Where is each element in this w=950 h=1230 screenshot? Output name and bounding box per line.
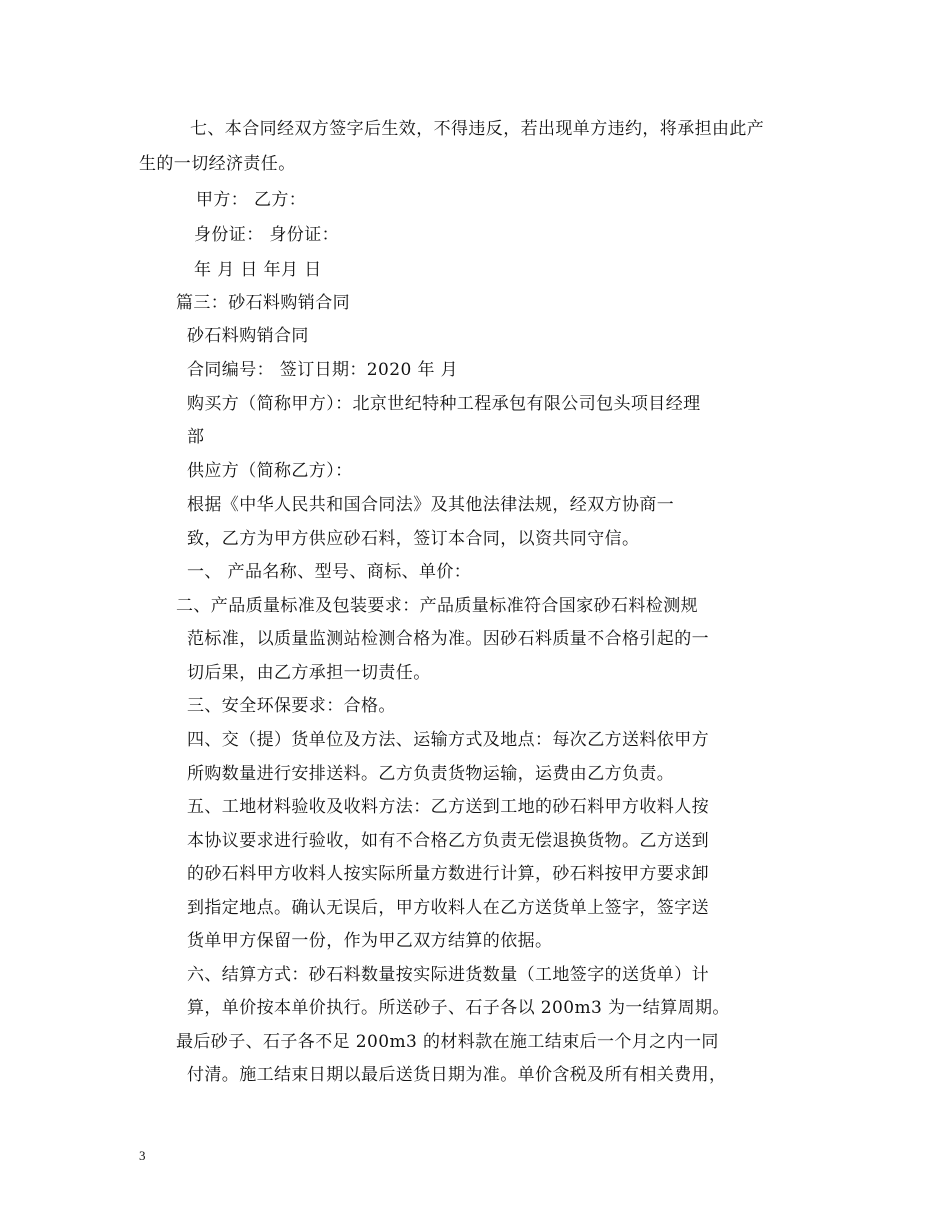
contract-title: 砂石料购销合同 [187,326,309,346]
text-line: 三、安全环保要求：合格。 [187,696,396,716]
text-line: 货单甲方保留一份，作为甲乙双方结算的依据。 [187,931,553,951]
text-line: 六、结算方式：砂石料数量按实际进货数量（工地签字的送货单）计 [187,965,709,985]
text-line: 切后果，由乙方承担一切责任。 [187,663,431,683]
text-line: 供应方（简称乙方）： [187,461,353,481]
page-number: 3 [139,1148,146,1163]
text-line: 生的一切经济责任。 [139,154,296,174]
text-line: 购买方（简称甲方）：北京世纪特种工程承包有限公司包头项目经理 [187,394,701,414]
text-line: 到指定地点。确认无误后，甲方收料人在乙方送货单上签字，签字送 [187,898,709,918]
text-line: 合同编号： 签订日期：2020 年 月 [187,360,459,380]
text-line: 身份证： 身份证： [194,225,340,245]
text-line: 付清。施工结束日期以最后送货日期为准。单价含税及所有相关费用， [187,1065,727,1085]
text-line: 年 月 日 年月 日 [194,260,322,280]
text-line: 最后砂子、石子各不足 200m3 的材料款在施工结束后一个月之内一同 [176,1032,719,1052]
text-line: 一、 产品名称、型号、商标、单价： [187,562,472,582]
text-line: 部 [187,427,205,447]
section-heading: 篇三：砂石料购销合同 [176,293,350,313]
text-line: 二、产品质量标准及包装要求：产品质量标准符合国家砂石料检测规 [176,596,698,616]
text-line: 范标准，以质量监测站检测合格为准。因砂石料质量不合格引起的一 [187,629,709,649]
text-line: 算，单价按本单价执行。所送砂子、石子各以 200m3 为一结算周期。 [187,998,730,1018]
text-line: 的砂石料甲方收料人按实际所量方数进行计算，砂石料按甲方要求卸 [187,864,709,884]
text-line: 四、交（提）货单位及方法、运输方式及地点：每次乙方送料依甲方 [187,730,709,750]
text-line: 甲方： 乙方： [196,190,307,210]
text-line: 根据《中华人民共和国合同法》及其他法律法规，经双方协商一 [187,495,675,515]
text-line: 五、工地材料验收及收料方法：乙方送到工地的砂石料甲方收料人按 [187,797,709,817]
text-line: 致，乙方为甲方供应砂石料，签订本合同，以资共同守信。 [187,529,640,549]
text-line: 所购数量进行安排送料。乙方负责货物运输，运费由乙方负责。 [187,764,675,784]
text-line: 本协议要求进行验收，如有不合格乙方负责无偿退换货物。乙方送到 [187,831,709,851]
text-line: 七、本合同经双方签字后生效，不得违反，若出现单方违约，将承担由此产 [190,119,765,139]
